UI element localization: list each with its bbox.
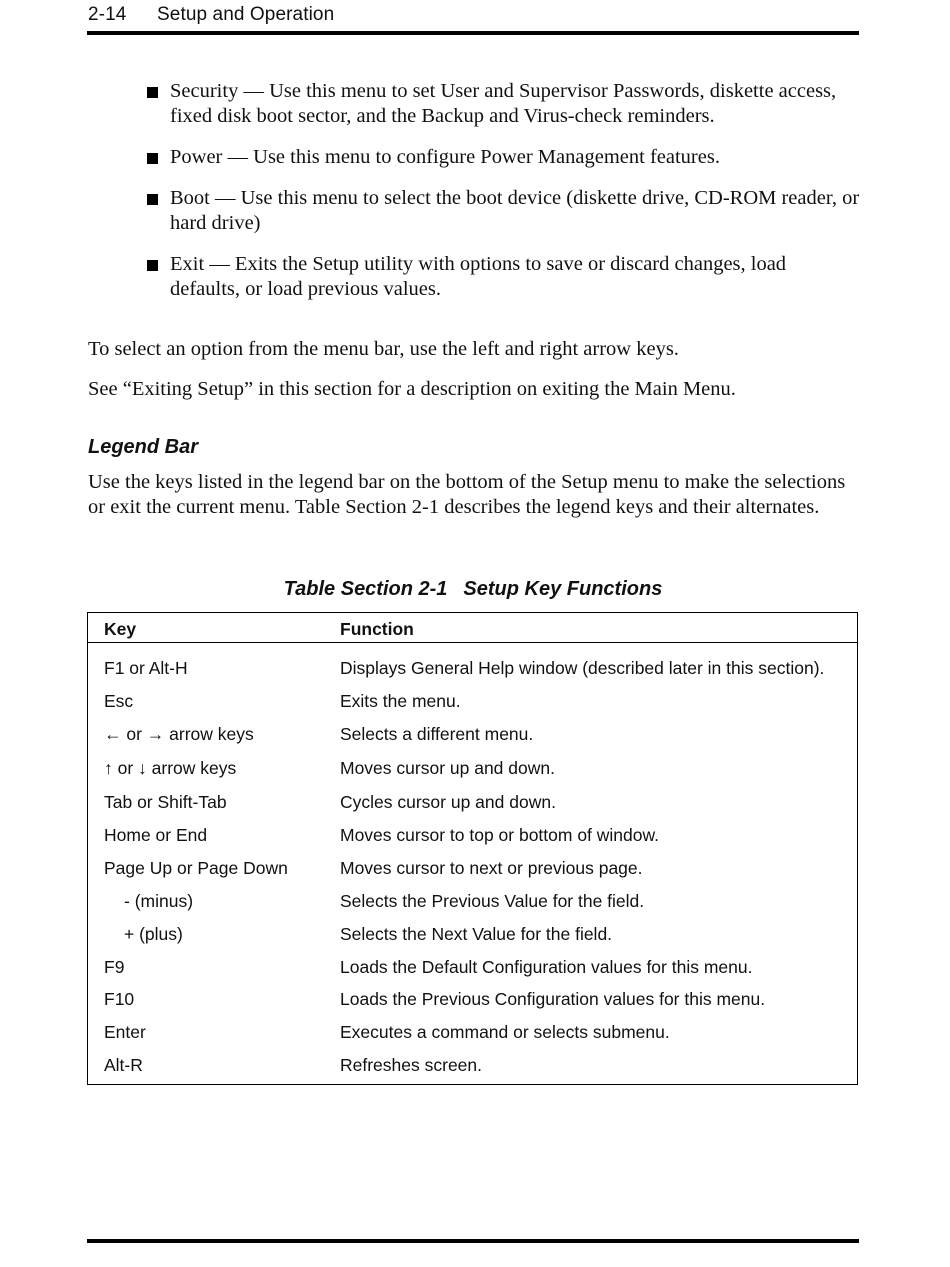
bullet-term: Security [170,80,239,102]
function-cell: Selects the Previous Value for the field. [340,891,645,911]
table-row [88,858,857,891]
setup-key-functions-table [87,612,858,1085]
bullet-boot [145,186,860,236]
key-cell: Alt-R [104,1055,143,1075]
function-cell: Loads the Previous Configuration values for this menu. [340,989,766,1009]
footer-rule [87,1239,859,1243]
key-cell: F10 [104,989,135,1009]
function-cell: Moves cursor to top or bottom of window. [340,825,660,845]
function-cell: Moves cursor to next or previous page. [340,858,643,878]
table-row [88,1022,857,1055]
bullet-security [145,79,860,129]
table-row [88,758,857,791]
table-caption-title: Setup Key Functions [463,578,663,600]
section-title: Setup and Operation [157,4,335,25]
bullet-text: Exits the Setup utility with options to save or discard changes, load defaults, or load previous values. [170,253,787,300]
function-cell: Cycles cursor up and down. [340,792,556,812]
square-bullet-icon [147,260,158,271]
table-caption [0,578,946,601]
select-option-paragraph: To select an option from the menu bar, use the left and right arrow keys. [88,338,679,360]
legend-bar-heading: Legend Bar [88,436,199,458]
menu-bullet-list [145,79,860,318]
key-cell: Tab or Shift-Tab [104,792,227,812]
table-row [88,891,857,924]
function-cell: Moves cursor up and down. [340,758,555,778]
bullet-term: Boot [170,187,210,209]
key-cell: Home or End [104,825,208,845]
key-cell: Page Up or Page Down [104,858,288,878]
function-cell: Refreshes screen. [340,1055,483,1075]
table-row [88,691,857,724]
function-cell: Exits the menu. [340,691,461,711]
table-row [88,658,857,691]
bullet-text: Use this menu to select the boot device (diskette drive, CD-ROM reader, or hard drive) [170,187,860,234]
bullet-term: Power [170,146,223,168]
key-cell: + (plus) [124,924,183,944]
em-dash: — [243,80,264,102]
table-row [88,1055,857,1088]
column-header-key: Key [104,619,137,639]
legend-bar-paragraph: Use the keys listed in the legend bar on the bottom of the Setup menu to make the selections or exit the current menu. Table Section 2-1 describes the legend keys and their alternates. [88,471,846,518]
key-cell: Esc [104,691,134,711]
em-dash: — [227,146,249,168]
table-row [88,957,857,990]
function-cell: Selects a different menu. [340,724,534,744]
square-bullet-icon [147,194,158,205]
column-header-function: Function [340,619,414,639]
function-cell: Loads the Default Configuration values for this menu. [340,957,753,977]
table-row [88,924,857,957]
header-rule [87,31,859,35]
running-header [88,4,334,26]
exiting-setup-paragraph: See “Exiting Setup” in this section for a description on exiting the Main Menu. [88,378,736,400]
key-cell: F9 [104,957,125,977]
function-cell: Displays General Help window (described later in this section). [340,658,825,678]
bullet-power [145,145,860,170]
key-cell: F1 or Alt-H [104,658,188,678]
table-row [88,724,857,757]
bullet-exit [145,252,860,302]
table-row [88,792,857,825]
em-dash: — [209,253,230,275]
table-row [88,825,857,858]
key-cell: Enter [104,1022,146,1042]
square-bullet-icon [147,87,158,98]
bullet-text: Use this menu to configure Power Management features. [253,146,720,168]
function-cell: Selects the Next Value for the field. [340,924,613,944]
table-header-row [88,613,857,643]
bullet-text: Use this menu to set User and Supervisor Passwords, diskette access, fixed disk boot sector, and the Backup and Virus-check reminders. [170,80,837,127]
square-bullet-icon [147,153,158,164]
table-row [88,989,857,1022]
table-caption-label: Table Section 2-1 [283,578,448,600]
key-cell: ↑ or ↓ arrow keys [104,758,237,778]
bullet-term: Exit [170,253,205,275]
key-cell: ← or → arrow keys [104,724,254,744]
function-cell: Executes a command or selects submenu. [340,1022,670,1042]
page-number: 2-14 [88,4,127,25]
em-dash: — [215,187,236,209]
key-cell: - (minus) [124,891,194,911]
